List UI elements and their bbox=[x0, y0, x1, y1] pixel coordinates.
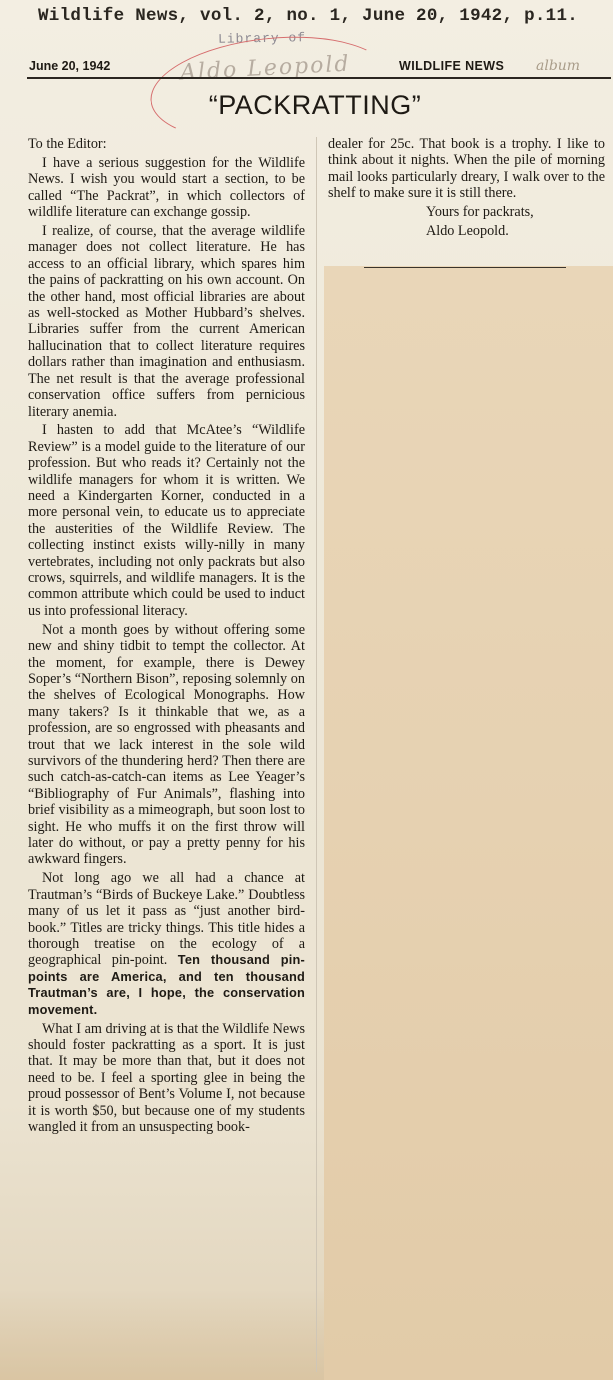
library-stamp: Library of bbox=[217, 30, 307, 47]
paragraph-4: Not a month goes by without offering some new and shiny tidbit to tempt the collector. At the moment, for example, there is Dewey Soper’s “Northern Bison”, reposing solemnly on the shelves of Ecological Monographs. How many takers? Is it thinkable that we, as a profession, are so engrossed with pheasants and trout that we lack interest in the sole wild survivors of the thundering herd? Then there are such catch-as-catch-can items as Lee Yeager’s “Bibliography of Fur Animals”, flashing into brief visibility as a mimeograph, but soon lost to sight. He who muffs it on the first throw will later do without, or pay a pretty penny for his awkward fingers. bbox=[28, 621, 305, 868]
salutation: To the Editor: bbox=[28, 136, 107, 152]
typed-citation: Wildlife News, vol. 2, no. 1, June 20, 1942, p.11. bbox=[38, 6, 579, 26]
column-divider bbox=[316, 137, 317, 1372]
pencil-annotation-album: album bbox=[536, 58, 581, 74]
author-signature: Aldo Leopold. bbox=[426, 223, 509, 240]
paragraph-5-text: Not long ago we all had a chance at Trautman’s “Birds of Buckeye Lake.” Doubtless many of us let it pass as “just another bird-book.” Titles are tricky things. This title hides a thorough treatise on the ecology of a geographical pin-point. bbox=[28, 870, 305, 969]
end-of-article-rule bbox=[364, 267, 566, 268]
pencil-annotation-name: Aldo Leopold bbox=[179, 51, 352, 86]
paper-stain bbox=[0, 1290, 324, 1380]
paragraph-2: I realize, of course, that the average wildlife manager does not collect literature. He has access to an official library, which spares him the pains of packratting on his own account. On the other hand, most official libraries are about as well-stocked as Mother Hubbard’s shelves. Libraries suffer from the current American hallucination that to collect literature requires dollars rather than imagination and enthusiasm. The net result is that the average professional conservation office suffers from pernicious literary anemia. bbox=[28, 223, 305, 420]
paragraph-6: What I am driving at is that the Wildlife News should foster packratting as a sport. It is just that. It may be more than that, but it does not need to be. I feel a sporting glee in being the proud possessor of Bent’s Volume I, not because it is worth $50, but because one of my students wangled it from an unsuspecting book- bbox=[28, 1020, 305, 1135]
album-backing-page bbox=[324, 266, 613, 1380]
issue-date: June 20, 1942 bbox=[29, 59, 111, 73]
paragraph-3: I hasten to add that McAtee’s “Wildlife Review” is a model guide to the literature of our profession. But who reads it? Certainly not the wildlife managers for whom it is written. We need a Kindergarten Korner, conducted in a more personal vein, to educate us to appreciate the austerities of the Wildlife Review. The collecting instinct exists willy-nilly in many vertebrates, including not only packrats but also crows, squirrels, and wildlife managers. It is the common attribute which could be used to induct us into professional literacy. bbox=[28, 422, 305, 619]
article-headline: “PACKRATTING” bbox=[208, 90, 422, 120]
paragraph-5 bbox=[28, 870, 305, 1018]
paragraph-1: I have a serious suggestion for the Wildlife News. I wish you would start a section, to be called “The Packrat”, in which collectors of wildlife literature can exchange gossip. bbox=[28, 154, 305, 221]
publication-name: WILDLIFE NEWS bbox=[399, 59, 505, 73]
article-column-2 bbox=[328, 136, 605, 239]
closing-line: Yours for packrats, bbox=[426, 204, 534, 221]
paragraph-5-bold: Ten thousand pin-points are America, and ten thousand Trautman’s are, I hope, the conservation movement. bbox=[28, 952, 305, 1017]
article-column-1 bbox=[28, 136, 305, 1135]
paragraph-continuation: dealer for 25c. That book is a trophy. I like to think about it nights. When the pile of morning mail looks particularly dreary, I walk over to the shelf to make sure it is still there. bbox=[328, 136, 605, 202]
header-rule bbox=[27, 77, 611, 79]
